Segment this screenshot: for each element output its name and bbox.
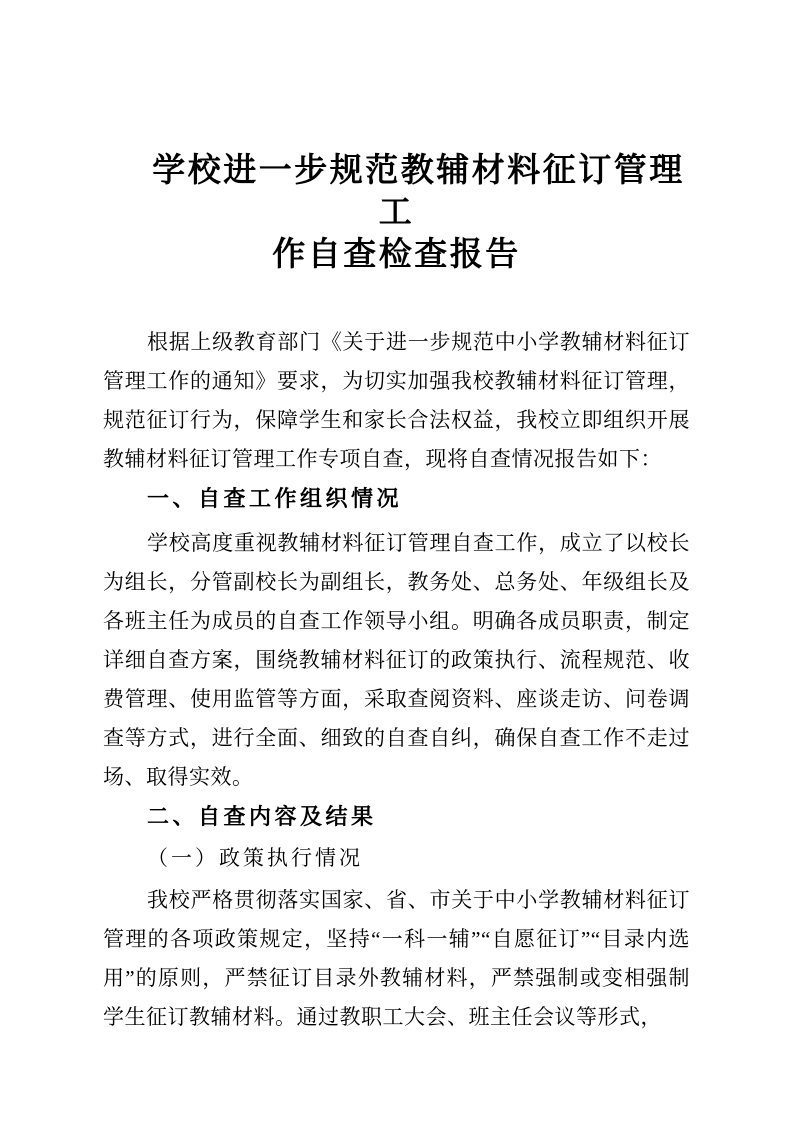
section-1-body-paragraph: 学校高度重视教辅材料征订管理自查工作，成立了以校长为组长，分管副校长为副组长，教务处、总务处、年级组长及各班主任为成员的自查工作领导小组。明确各成员职责，制定详细自查方案，围绕教辅材料征订的政策执行、流程规范、收费管理、使用监管等方面，采取查阅资料、座谈走访、问卷调查等方式，进行全面、细致的自查自纠，确保自查工作不走过场、取得实效。 [103, 531, 690, 789]
document-title-line1: 学校进一步规范教辅材料征订管理工 [152, 153, 685, 231]
document-title [103, 150, 690, 276]
section-2-heading: 二、自查内容及结果 [147, 804, 377, 829]
section-1-heading: 一、自查工作组织情况 [147, 486, 403, 511]
document-title-line2: 作自查检查报告 [272, 237, 521, 273]
intro-paragraph: 根据上级教育部门《关于进一步规范中小学教辅材料征订管理工作的通知》要求，为切实加强我校教辅材料征订管理，规范征订行为，保障学生和家长合法权益，我校立即组织开展教辅材料征订管理工作专项自查，现将自查情况报告如下： [103, 330, 690, 471]
document-content [0, 150, 793, 1037]
section-2-sub-1-heading: （一）政策执行情况 [147, 846, 363, 870]
section-2-sub-1-body-paragraph: 我校严格贯彻落实国家、省、市关于中小学教辅材料征订管理的各项政策规定，坚持“一科一辅”“自愿征订”“目录内选用”的原则，严禁征订目录外教辅材料，严禁强制或变相强制学生征订教辅材料。通过教职工大会、班主任会议等形式， [103, 888, 690, 1029]
